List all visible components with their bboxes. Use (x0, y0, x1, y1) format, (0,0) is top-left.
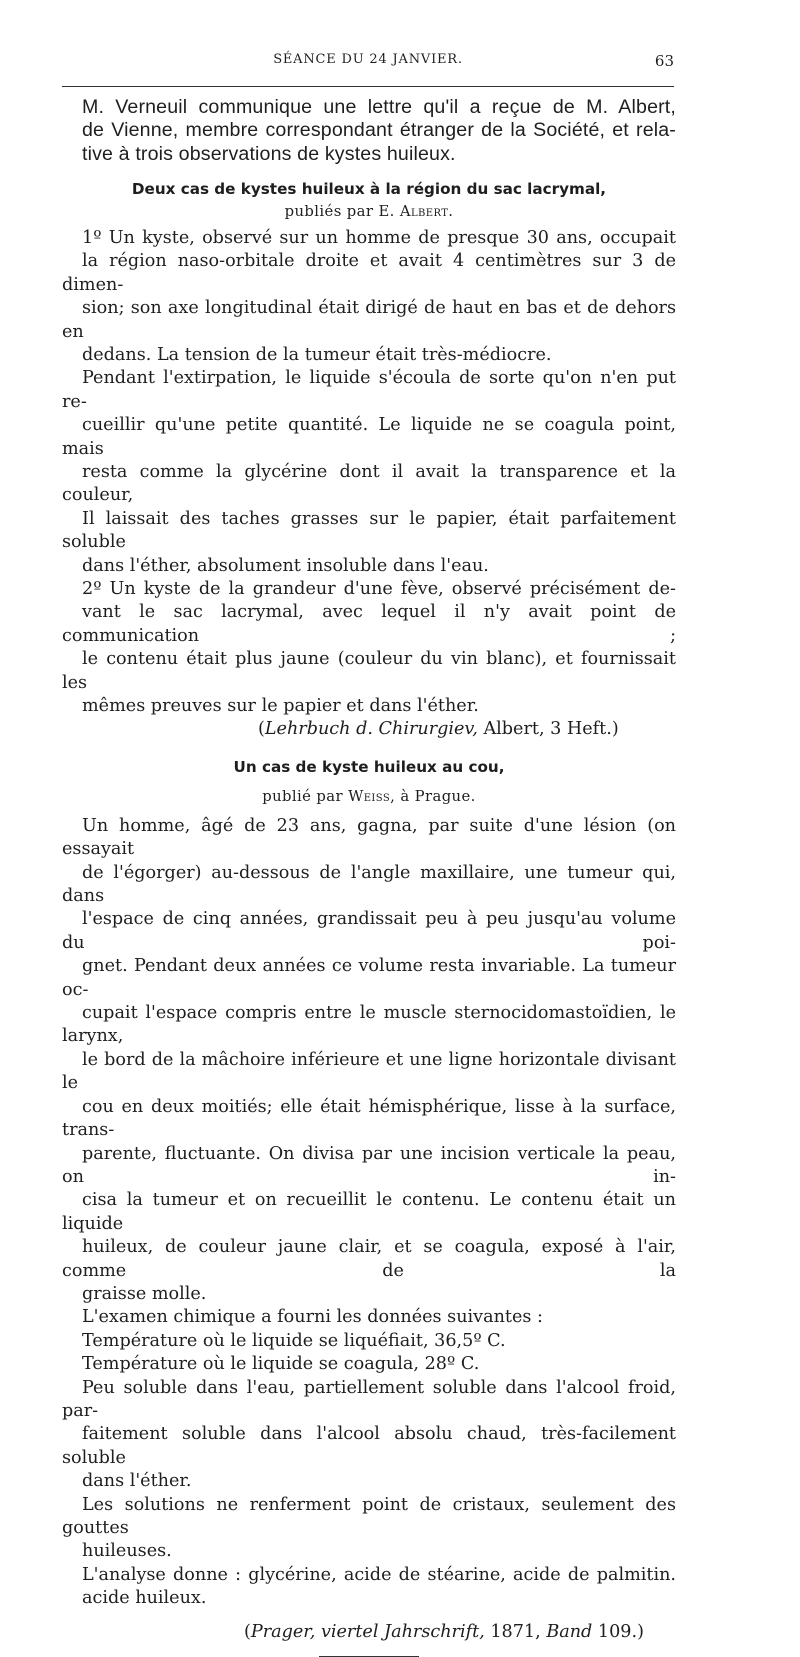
citation-open: ( (258, 719, 265, 740)
section-2-paragraph-1 (62, 815, 676, 1307)
text-line: mêmes preuves sur le papier et dans l'éther. (82, 696, 479, 717)
text-line: Un homme, âgé de 23 ans, gagna, par suite d'une lésion (on essayait (62, 815, 676, 860)
byline-suffix: à Prague. (400, 787, 476, 805)
byline-prefix: publié par (262, 787, 343, 805)
text-line: le contenu était plus jaune (couleur du vin blanc), et fournissait les (62, 649, 676, 693)
byline-author: Weiss, (348, 787, 396, 805)
text-line: dans l'éther, absolument insoluble dans l'eau. (82, 555, 489, 576)
citation-title: Lehrbuch d. Chirurgiev, (264, 719, 478, 740)
text-line: Il laissait des taches grasses sur le papier, était parfaitement soluble (62, 508, 676, 553)
text-line: cupait l'espace compris entre le muscle sternocidomastoïdien, le larynx, (62, 1003, 676, 1047)
text-line: Peu soluble dans l'eau, partiellement soluble dans l'alcool froid, par- (62, 1377, 676, 1421)
text-line: Pendant l'extirpation, le liquide s'écoula de sorte qu'on n'en put re- (62, 368, 676, 412)
section-1-paragraph-1 (62, 227, 676, 367)
section-2-paragraph-3 (62, 1377, 676, 1494)
text-line: dans l'éther. (82, 1471, 192, 1492)
section-2-paragraph-5 (62, 1564, 676, 1611)
text-line: cisa la tumeur et on recueillit le contenu. Le contenu était un liquide (62, 1190, 676, 1234)
intro-line: M. Verneuil communique une lettre qu'il a reçue de M. Albert, (82, 96, 676, 118)
citation-rest: 109.) (592, 1621, 644, 1642)
section-1-paragraph-2 (62, 367, 676, 578)
byline-prefix: publiés par E. (284, 202, 395, 220)
section-1-paragraph-3 (62, 578, 676, 718)
citation-rest: Albert, 3 Heft.) (477, 719, 619, 740)
text-line: cou en deux moitiés; elle était hémisphérique, lisse à la surface, trans- (62, 1096, 676, 1141)
citation-title: Prager, viertel Jahrschrift, (250, 1621, 485, 1642)
text-line: 1º Un kyste, observé sur un homme de presque 30 ans, occupait (82, 227, 676, 248)
text-line: Température où le liquide se liquéfiait, 36,5º C. (82, 1330, 506, 1351)
text-line: la région naso-orbitale droite et avait 4 centimètres sur 3 de dimen- (62, 251, 676, 295)
section-2-lines (62, 1306, 676, 1376)
section-2-paragraph-4 (62, 1494, 676, 1564)
text-line: Température où le liquide se coagula, 28º C. (82, 1354, 480, 1375)
text-line: L'examen chimique a fourni les données suivantes : (82, 1307, 543, 1328)
intro-paragraph (62, 96, 676, 166)
running-head: SÉANCE DU 24 JANVIER. (273, 52, 463, 67)
text-line: faitement soluble dans l'alcool absolu chaud, très-facilement soluble (62, 1424, 676, 1468)
section-1-title: Deux cas de kystes huileux à la région du sac lacrymal, (131, 179, 607, 198)
text-line: acide huileux. (82, 1588, 207, 1609)
section-2-title: Un cas de kyste huileux au cou, (233, 757, 505, 776)
section-2-citation (62, 1621, 676, 1644)
text-line: gnet. Pendant deux années ce volume resta invariable. La tumeur oc- (62, 956, 676, 1000)
text-line: dedans. La tension de la tumeur était très-médiocre. (82, 344, 552, 365)
text-line: resta comme la glycérine dont il avait la transparence et la couleur, (62, 461, 676, 506)
page-body (62, 96, 676, 1657)
citation-year: 1871, (484, 1621, 547, 1642)
intro-line: tive à trois observations de kystes huileux. (82, 142, 456, 165)
text-line: huileuses. (82, 1541, 172, 1562)
section-2-byline (62, 788, 676, 805)
header-rule (62, 86, 674, 87)
text-line: parente, fluctuante. On divisa par une incision verticale la peau, on in- (62, 1143, 676, 1187)
citation-open: ( (244, 1621, 251, 1642)
page-number: 63 (654, 52, 674, 70)
text-line: L'analyse donne : glycérine, acide de stéarine, acide de palmitin. (82, 1564, 676, 1585)
citation-band: Band (546, 1621, 593, 1642)
intro-line: de Vienne, membre correspondant étranger de la Société, et rela- (82, 119, 676, 142)
text-line: cueillir qu'une petite quantité. Le liquide ne se coagula point, mais (62, 415, 676, 459)
text-line: vant le sac lacrymal, avec lequel il n'y avait point de communication ; (62, 602, 676, 646)
section-1-citation (62, 718, 676, 741)
section-1-byline (62, 203, 676, 220)
text-line: sion; son axe longitudinal était dirigé de haut en bas et de dehors en (62, 298, 676, 342)
text-line: l'espace de cinq années, grandissait peu à peu jusqu'au volume du poi- (62, 909, 676, 953)
text-line: Les solutions ne renferment point de cristaux, seulement des gouttes (62, 1494, 676, 1539)
byline-author: Albert. (399, 202, 454, 220)
text-line: le bord de la mâchoire inférieure et une ligne horizontale divisant le (62, 1049, 676, 1094)
text-line: huileux, de couleur jaune clair, et se coagula, exposé à l'air, comme de la (62, 1237, 676, 1281)
text-line: graisse molle. (82, 1283, 207, 1304)
text-line: 2º Un kyste de la grandeur d'une fève, observé précisément de- (82, 578, 676, 599)
text-line: de l'égorger) au-dessous de l'angle maxillaire, une tumeur qui, dans (62, 862, 676, 907)
page-header (62, 52, 674, 80)
